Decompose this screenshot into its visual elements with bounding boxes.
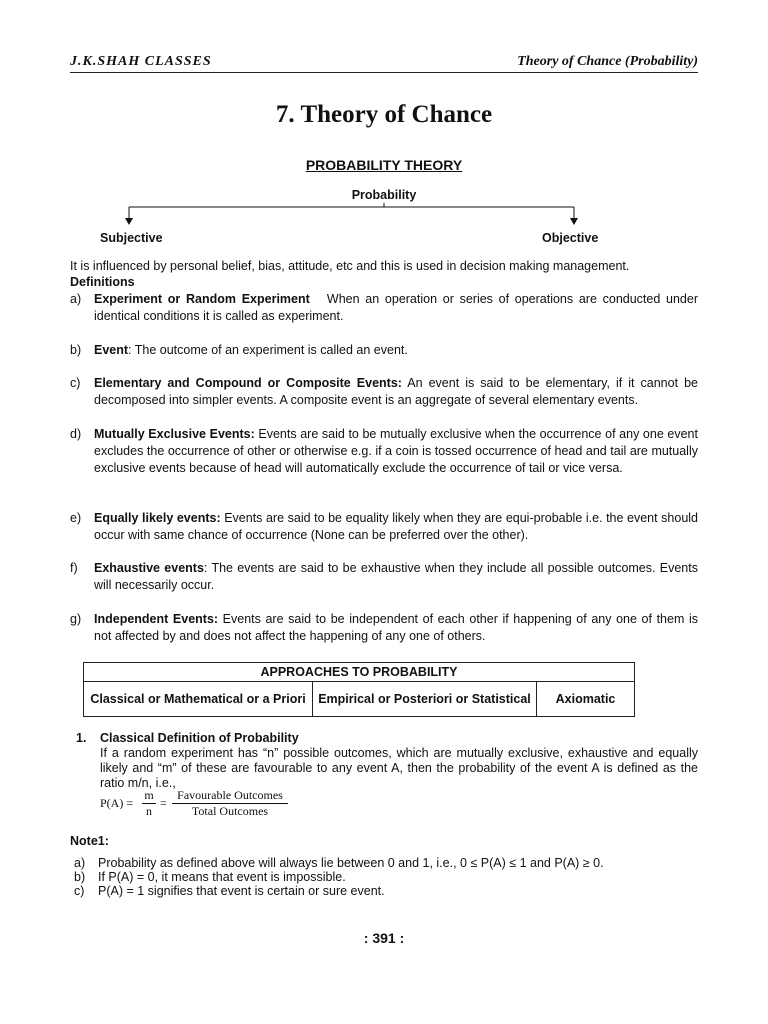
- arrow-down-icon: [125, 218, 133, 225]
- list-item: b) If P(A) = 0, it means that event is impossible.: [74, 870, 346, 884]
- approaches-heading: APPROACHES TO PROBABILITY: [84, 663, 635, 682]
- definition-item: e) Equally likely events: Events are said to be equality likely when they are equi-probable i.e. the event should occur with same chance of occurrence (None can be preferred over the other).: [70, 511, 698, 542]
- tree-left: Subjective: [100, 231, 163, 245]
- chapter-title: 7. Theory of Chance: [275, 101, 493, 128]
- classical-definition-section: 1. Classical Definition of Probability If a random experiment has “n” possible outcomes, which are mutually exclusive, exhaustive and equally likely and “m” of these are favourable to any event A, then the probability of the event A is defined as the ratio m/n, i.e.,: [76, 731, 698, 790]
- probability-tree-diagram: [0, 0, 768, 240]
- approaches-table: [83, 662, 635, 717]
- approach-classical: Classical or Mathematical or a Priori: [84, 682, 313, 717]
- list-item: c) P(A) = 1 signifies that event is certain or sure event.: [74, 884, 385, 898]
- definitions-heading: Definitions: [70, 275, 135, 289]
- definition-item: g) Independent Events: Events are said to be independent of each other if happening of any one of them is not affected by and does not affect the happening of any one of others.: [70, 612, 698, 643]
- header-right: Theory of Chance (Probability): [517, 54, 698, 69]
- section-heading: Classical Definition of Probability: [100, 731, 299, 745]
- approach-empirical: Empirical or Posteriori or Statistical: [313, 682, 537, 717]
- tree-root: Probability: [351, 188, 417, 202]
- arrow-down-icon: [570, 218, 578, 225]
- tree-right: Objective: [542, 231, 599, 245]
- definition-item: c) Elementary and Compound or Composite Events: An event is said to be elementary, if it cannot be decomposed into simpler events. A composite event is an aggregate of several elementary events.: [70, 376, 698, 407]
- section-body: If a random experiment has “n” possible outcomes, which are mutually exclusive, exhaustive and equally likely and “m” of these are favourable to any event A, then the probability of the event A is defined as the ratio m/n, i.e.,: [100, 746, 698, 790]
- page-number: : 391 :: [363, 930, 405, 946]
- section-subtitle: PROBABILITY THEORY: [305, 157, 463, 173]
- intro-text: It is influenced by personal belief, bias, attitude, etc and this is used in decision making management.: [70, 259, 630, 273]
- note-list: [74, 856, 698, 898]
- approach-axiomatic: Axiomatic: [537, 682, 635, 717]
- note-heading: Note1:: [70, 834, 109, 848]
- definition-item: a) Experiment or Random Experiment When an operation or series of operations are conducted under identical conditions it is called as experiment.: [70, 292, 702, 323]
- definition-item: d) Mutually Exclusive Events: Events are said to be mutually exclusive when the occurrence of any one event excludes the occurrence of other or otherwise e.g. if a coin is tossed occurrence of head and tail are mutually exclusive events because of head will automatically exclude the occurrence of tail or vice versa.: [70, 427, 698, 475]
- header-left: J.K.SHAH CLASSES: [70, 54, 212, 69]
- definition-item: f) Exhaustive events: The events are said to be exhaustive when they include all possible outcomes. Events will necessarily occur.: [70, 561, 698, 592]
- list-item: a) Probability as defined above will always lie between 0 and 1, i.e., 0 ≤ P(A) ≤ 1 and P(A) ≥ 0.: [74, 856, 604, 870]
- definition-item: b) Event: The outcome of an experiment is called an event.: [70, 343, 408, 357]
